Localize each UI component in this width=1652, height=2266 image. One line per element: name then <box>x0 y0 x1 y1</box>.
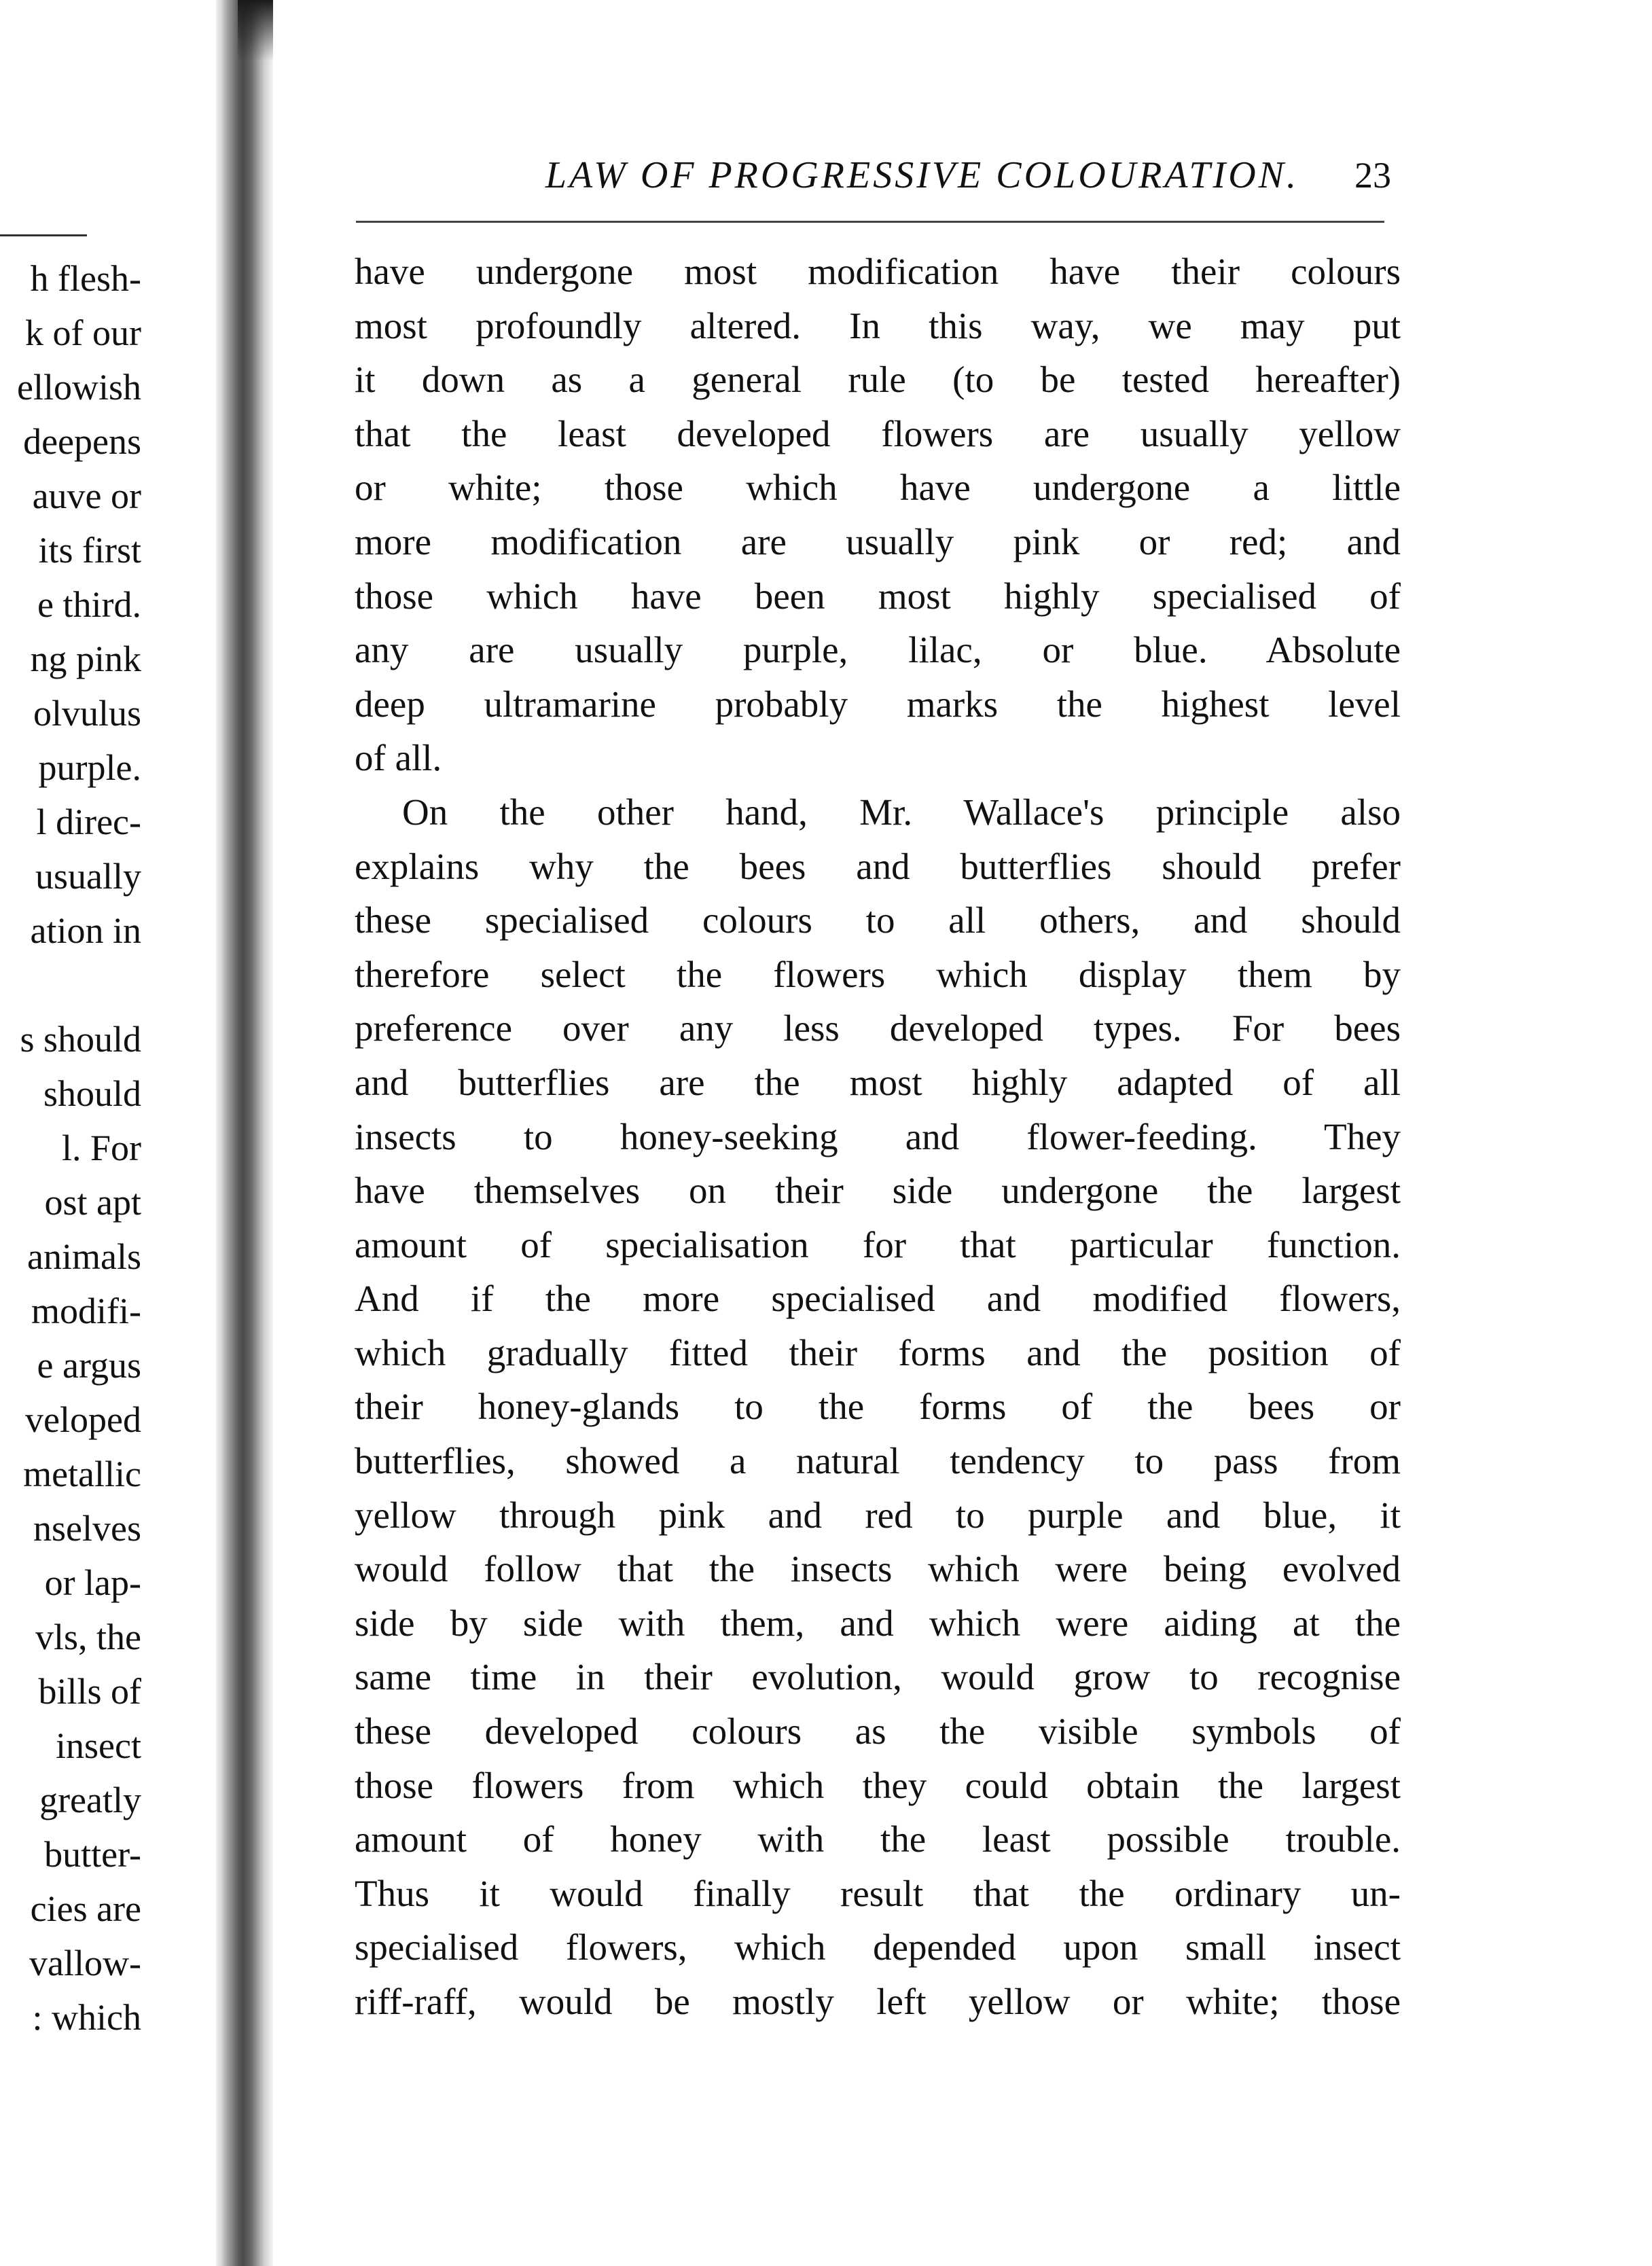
book-gutter-shadow <box>238 0 279 61</box>
previous-page-line: greatly <box>39 1780 141 1820</box>
previous-page-line: olvulus <box>33 693 141 734</box>
text-line: and butterflies are the most highly adapted of all <box>355 1061 1401 1103</box>
text-line: amount of honey with the least possible trouble. <box>355 1818 1401 1860</box>
previous-page-line: insect <box>56 1725 141 1766</box>
previous-page-lines <box>17 251 141 2045</box>
previous-page-line: auve or <box>32 475 141 516</box>
previous-page-line: modifi- <box>31 1291 141 1331</box>
previous-page-line: e third. <box>37 584 141 625</box>
previous-page-line: ation in <box>30 910 141 951</box>
paragraph-start-line: On the other hand, Mr. Wallace's principle also <box>402 791 1401 833</box>
text-line: Thus it would finally result that the ordinary un- <box>355 1872 1401 1914</box>
running-title: LAW OF PROGRESSIVE COLOURATION. <box>545 154 1299 196</box>
running-head <box>273 148 1652 202</box>
previous-page-line: usually <box>35 856 141 897</box>
text-line: riff-raff, would be mostly left yellow or white; those <box>355 1981 1401 2022</box>
book-gutter <box>216 0 273 2266</box>
text-line: or white; those which have undergone a little <box>355 467 1401 509</box>
text-line: which gradually fitted their forms and the position of <box>355 1331 1401 1373</box>
previous-page-line: metallic <box>23 1454 141 1494</box>
text-line: most profoundly altered. In this way, we may put <box>355 304 1401 346</box>
body-text <box>355 245 1401 2029</box>
previous-page-fragment <box>0 0 217 2266</box>
page-number: 23 <box>1354 155 1391 196</box>
text-line: would follow that the insects which were being evolved <box>355 1548 1401 1590</box>
book-page <box>273 0 1652 2266</box>
text-line: explains why the bees and butterflies should prefer <box>355 845 1401 887</box>
previous-page-line: e argus <box>37 1345 141 1386</box>
text-line: specialised flowers, which depended upon small insect <box>355 1926 1401 1968</box>
previous-page-line: vallow- <box>29 1943 141 1983</box>
previous-page-line: l. For <box>61 1128 141 1168</box>
text-line: their honey-glands to the forms of the bees or <box>355 1386 1401 1428</box>
text-line: more modification are usually pink or red; and <box>355 520 1401 562</box>
text-line: butterflies, showed a natural tendency to pass from <box>355 1440 1401 1482</box>
previous-page-line: animals <box>27 1236 141 1277</box>
paragraph-end-line: of all. <box>355 737 442 779</box>
text-line: side by side with them, and which were aiding at the <box>355 1602 1401 1644</box>
header-rule <box>356 221 1384 223</box>
text-line: insects to honey-seeking and flower-feeding. They <box>355 1115 1401 1157</box>
previous-page-line: nselves <box>33 1508 141 1549</box>
text-line: amount of specialisation for that particular function. <box>355 1223 1401 1265</box>
text-line: these specialised colours to all others, and should <box>355 899 1401 941</box>
previous-page-line: bills of <box>38 1671 141 1712</box>
text-line: deep ultramarine probably marks the highest level <box>355 683 1401 725</box>
previous-page-line: l direc- <box>36 802 141 842</box>
text-line: that the least developed flowers are usually yellow <box>355 412 1401 454</box>
text-line: preference over any less developed types. For bees <box>355 1007 1401 1049</box>
text-line: those which have been most highly specialised of <box>355 575 1401 617</box>
previous-page-line: ng pink <box>30 639 141 679</box>
text-line: have themselves on their side undergone the largest <box>355 1170 1401 1212</box>
text-line: those flowers from which they could obtain the largest <box>355 1764 1401 1806</box>
previous-page-line: h flesh- <box>30 258 141 299</box>
text-line: have undergone most modification have their colours <box>355 251 1401 292</box>
previous-page-line: ellowish <box>17 367 141 408</box>
previous-page-line: vls, the <box>35 1617 141 1657</box>
previous-page-rule <box>0 234 87 236</box>
previous-page-line: : which <box>32 1997 141 2038</box>
previous-page-line: or lap- <box>44 1562 141 1603</box>
text-line: And if the more specialised and modified flowers, <box>355 1278 1401 1320</box>
previous-page-line: deepens <box>23 421 141 462</box>
previous-page-line: its first <box>38 530 141 571</box>
text-line: yellow through pink and red to purple and blue, it <box>355 1494 1401 1536</box>
text-line: any are usually purple, lilac, or blue. Absolute <box>355 629 1401 671</box>
previous-page-line: veloped <box>25 1399 141 1440</box>
previous-page-line: cies are <box>30 1888 141 1929</box>
text-line: same time in their evolution, would grow to recognise <box>355 1656 1401 1698</box>
previous-page-line: should <box>43 1073 141 1114</box>
previous-page-line: ost apt <box>44 1182 141 1223</box>
text-line: it down as a general rule (to be tested hereafter) <box>355 359 1401 401</box>
text-line: therefore select the flowers which display them by <box>355 953 1401 995</box>
previous-page-line: purple. <box>38 747 141 788</box>
previous-page-line: k of our <box>25 312 141 353</box>
text-line: these developed colours as the visible symbols of <box>355 1710 1401 1752</box>
previous-page-line: butter- <box>44 1834 141 1875</box>
previous-page-line: s should <box>20 1019 141 1060</box>
